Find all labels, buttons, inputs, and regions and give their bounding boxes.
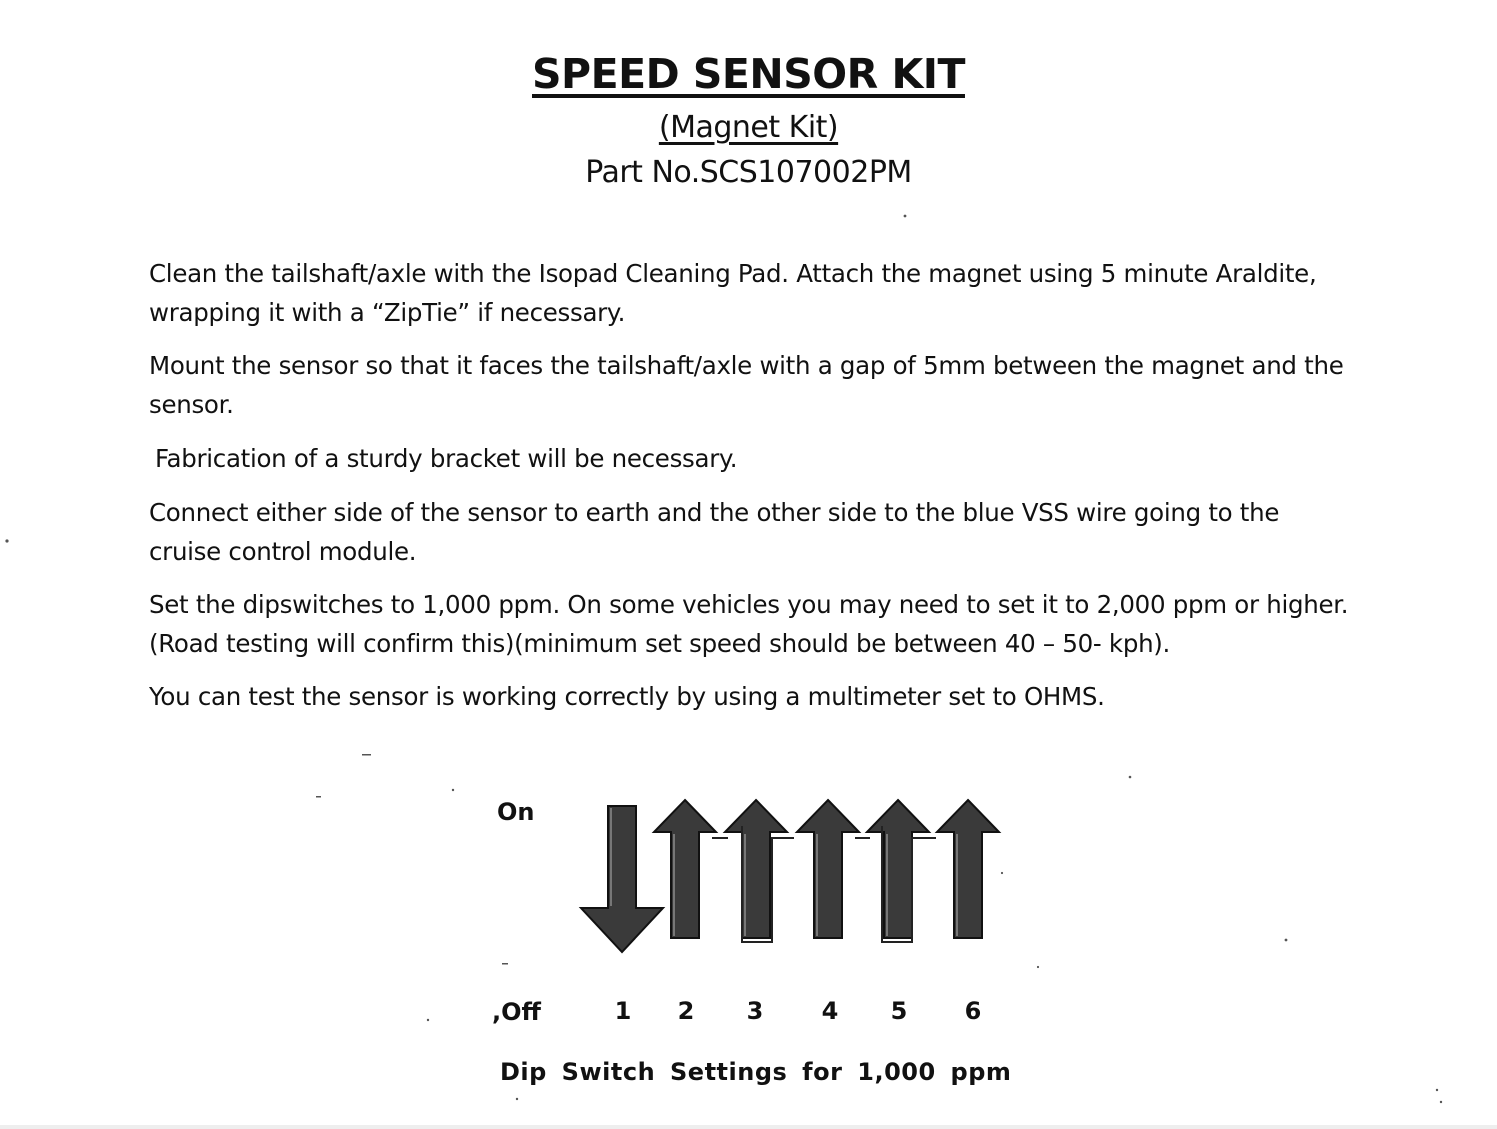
arrow-up-icon [937, 800, 999, 938]
arrow-up-icon [654, 800, 716, 938]
dip-switch-number: 2 [677, 997, 695, 1025]
dip-switch-number: 1 [614, 997, 632, 1025]
dip-switch-1 [581, 806, 663, 1025]
arrow-down-icon [581, 806, 663, 952]
instruction-paragraph-clean: Clean the tailshaft/axle with the Isopad Cleaning Pad. Attach the magnet using 5 minute Araldite, wrapping it with a “ZipTie” if necessary. [149, 259, 1317, 327]
part-number: Part No.SCS107002PM [585, 155, 912, 190]
dip-switch-4 [797, 800, 859, 1025]
dip-switch-number: 3 [746, 997, 764, 1025]
instruction-paragraph-bracket: Fabrication of a sturdy bracket will be necessary. [155, 444, 738, 473]
dip-switch-number: 4 [821, 997, 839, 1025]
instruction-paragraph-connect: Connect either side of the sensor to earth and the other side to the blue VSS wire going to the cruise control module. [149, 498, 1280, 566]
instruction-paragraph-mount: Mount the sensor so that it faces the tailshaft/axle with a gap of 5mm between the magnet and the sensor. [149, 351, 1344, 419]
dip-switch-6 [937, 800, 999, 1025]
arrow-up-icon [797, 800, 859, 938]
dip-switch-number: 6 [964, 997, 982, 1025]
dip-switch-number: 5 [890, 997, 908, 1025]
dip-on-label: On [497, 798, 535, 826]
document-subtitle: (Magnet Kit) [658, 110, 839, 145]
dip-switch-bank [581, 800, 999, 1025]
instruction-paragraph-test: You can test the sensor is working correctly by using a multimeter set to OHMS. [149, 682, 1105, 711]
page-bottom-edge [0, 1125, 1497, 1129]
arrow-up-icon [867, 800, 929, 938]
dip-switch-caption: Dip Switch Settings for 1,000 ppm [500, 1058, 1012, 1086]
scan-specks [5, 215, 1442, 1104]
document-title: SPEED SENSOR KIT [532, 50, 965, 98]
dip-switch-3 [725, 800, 787, 1025]
dip-off-label: ,Off [492, 998, 541, 1026]
dip-switch-5 [867, 800, 929, 1025]
dip-switch-2 [654, 800, 716, 1025]
instruction-paragraph-dipswitch: Set the dipswitches to 1,000 ppm. On some vehicles you may need to set it to 2,000 ppm or higher. (Road testing will confirm this)(minimum set speed should be between 40 – 50- kph). [149, 590, 1349, 658]
arrow-up-icon [725, 800, 787, 938]
